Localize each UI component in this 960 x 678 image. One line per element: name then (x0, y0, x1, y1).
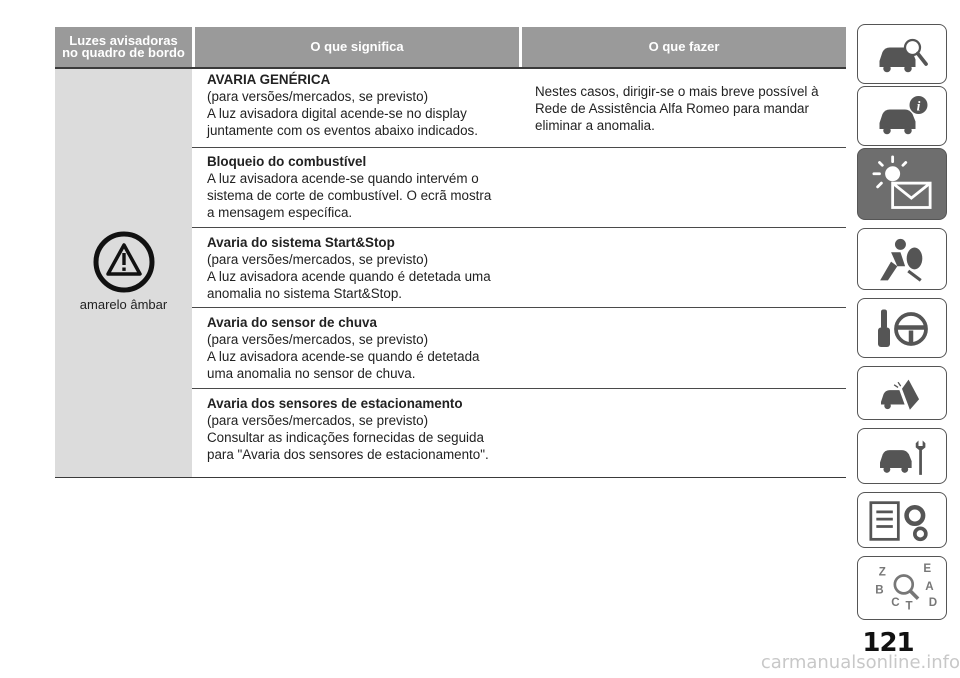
row-divider (192, 388, 846, 389)
svg-text:i: i (916, 98, 921, 114)
alphabet-index-icon (866, 563, 938, 613)
index-letter: D (928, 595, 938, 609)
row-text: juntamente com os eventos abaixo indicados. (207, 123, 478, 138)
warning-triangle-icon (92, 230, 156, 294)
row-title: Avaria do sistema Start&Stop (207, 235, 395, 250)
index-letter: B (875, 583, 884, 597)
row-title: Avaria do sensor de chuva (207, 315, 377, 330)
row-text: A luz avisadora acende quando é detetada uma (207, 269, 491, 284)
index-letter: T (905, 599, 913, 613)
key-steering-wheel-icon (866, 305, 938, 353)
table-bottom-rule (55, 477, 846, 478)
row-divider (192, 307, 846, 308)
row-text: Consultar as indicações fornecidas de seguida (207, 430, 484, 445)
row-text: (para versões/mercados, se previsto) (207, 89, 429, 104)
action-line: Rede de Assistência Alfa Romeo para mandar (535, 101, 809, 116)
row-text: sistema de corte de combustível. O ecrã mostra (207, 188, 492, 203)
header-lamps-line2: no quadro de bordo (62, 45, 185, 60)
index-letter: C (891, 595, 900, 609)
row-text: (para versões/mercados, se previsto) (207, 332, 429, 347)
row-text: uma anomalia no sensor de chuva. (207, 366, 416, 381)
car-wrench-icon (866, 435, 938, 479)
row-text: (para versões/mercados, se previsto) (207, 252, 429, 267)
tab-alphabetical-index[interactable] (857, 556, 947, 620)
specs-gears-icon (866, 499, 938, 543)
tab-car-info[interactable] (857, 86, 947, 146)
page-number: 121 (862, 628, 914, 658)
index-letter: A (925, 579, 934, 593)
tab-warning-lights[interactable] (857, 148, 947, 220)
lamp-color-label: amarelo âmbar (79, 297, 168, 312)
row-text: a mensagem específica. (207, 205, 353, 220)
lamp-column (55, 69, 192, 477)
table-row (207, 71, 517, 139)
index-letter: E (923, 563, 932, 575)
tab-maintenance[interactable] (857, 428, 947, 484)
index-letter: Z (878, 565, 886, 579)
action-line: eliminar a anomalia. (535, 118, 655, 133)
row-text: A luz avisadora digital acende-se no display (207, 106, 467, 121)
row-text: A luz avisadora acende-se quando intervém o (207, 171, 479, 186)
table-row (207, 314, 517, 382)
row-text: para "Avaria dos sensores de estacionamento". (207, 447, 489, 462)
header-meaning: O que significa (195, 27, 519, 67)
action-line: Nestes casos, dirigir-se o mais breve possível à (535, 84, 819, 99)
header-lamps (55, 27, 192, 67)
car-magnifier-icon (866, 31, 938, 79)
row-text: anomalia no sistema Start&Stop. (207, 286, 403, 301)
row-title: AVARIA GENÉRICA (207, 72, 331, 87)
car-crash-icon (866, 373, 938, 415)
row-text: A luz avisadora acende-se quando é detetada (207, 349, 480, 364)
tab-car-magnifier[interactable] (857, 24, 947, 84)
table-row (207, 153, 517, 221)
tab-safety[interactable] (857, 228, 947, 290)
warning-lights-message-icon (866, 155, 938, 215)
tab-starting-driving[interactable] (857, 298, 947, 358)
watermark: carmanualsonline.info (760, 652, 960, 673)
row-title: Avaria dos sensores de estacionamento (207, 396, 463, 411)
header-action: O que fazer (522, 27, 846, 67)
row-divider (192, 227, 846, 228)
table-row (207, 234, 517, 302)
row-title: Bloqueio do combustível (207, 154, 367, 169)
header-lamps-line1: Luzes avisadoras (69, 33, 178, 48)
table-row (207, 395, 517, 463)
row-divider (192, 147, 846, 148)
tab-emergency[interactable] (857, 366, 947, 420)
car-info-icon (866, 93, 938, 141)
row-text: (para versões/mercados, se previsto) (207, 413, 429, 428)
tab-technical-specs[interactable] (857, 492, 947, 548)
airbag-seat-icon (866, 235, 938, 285)
action-text (535, 83, 835, 134)
